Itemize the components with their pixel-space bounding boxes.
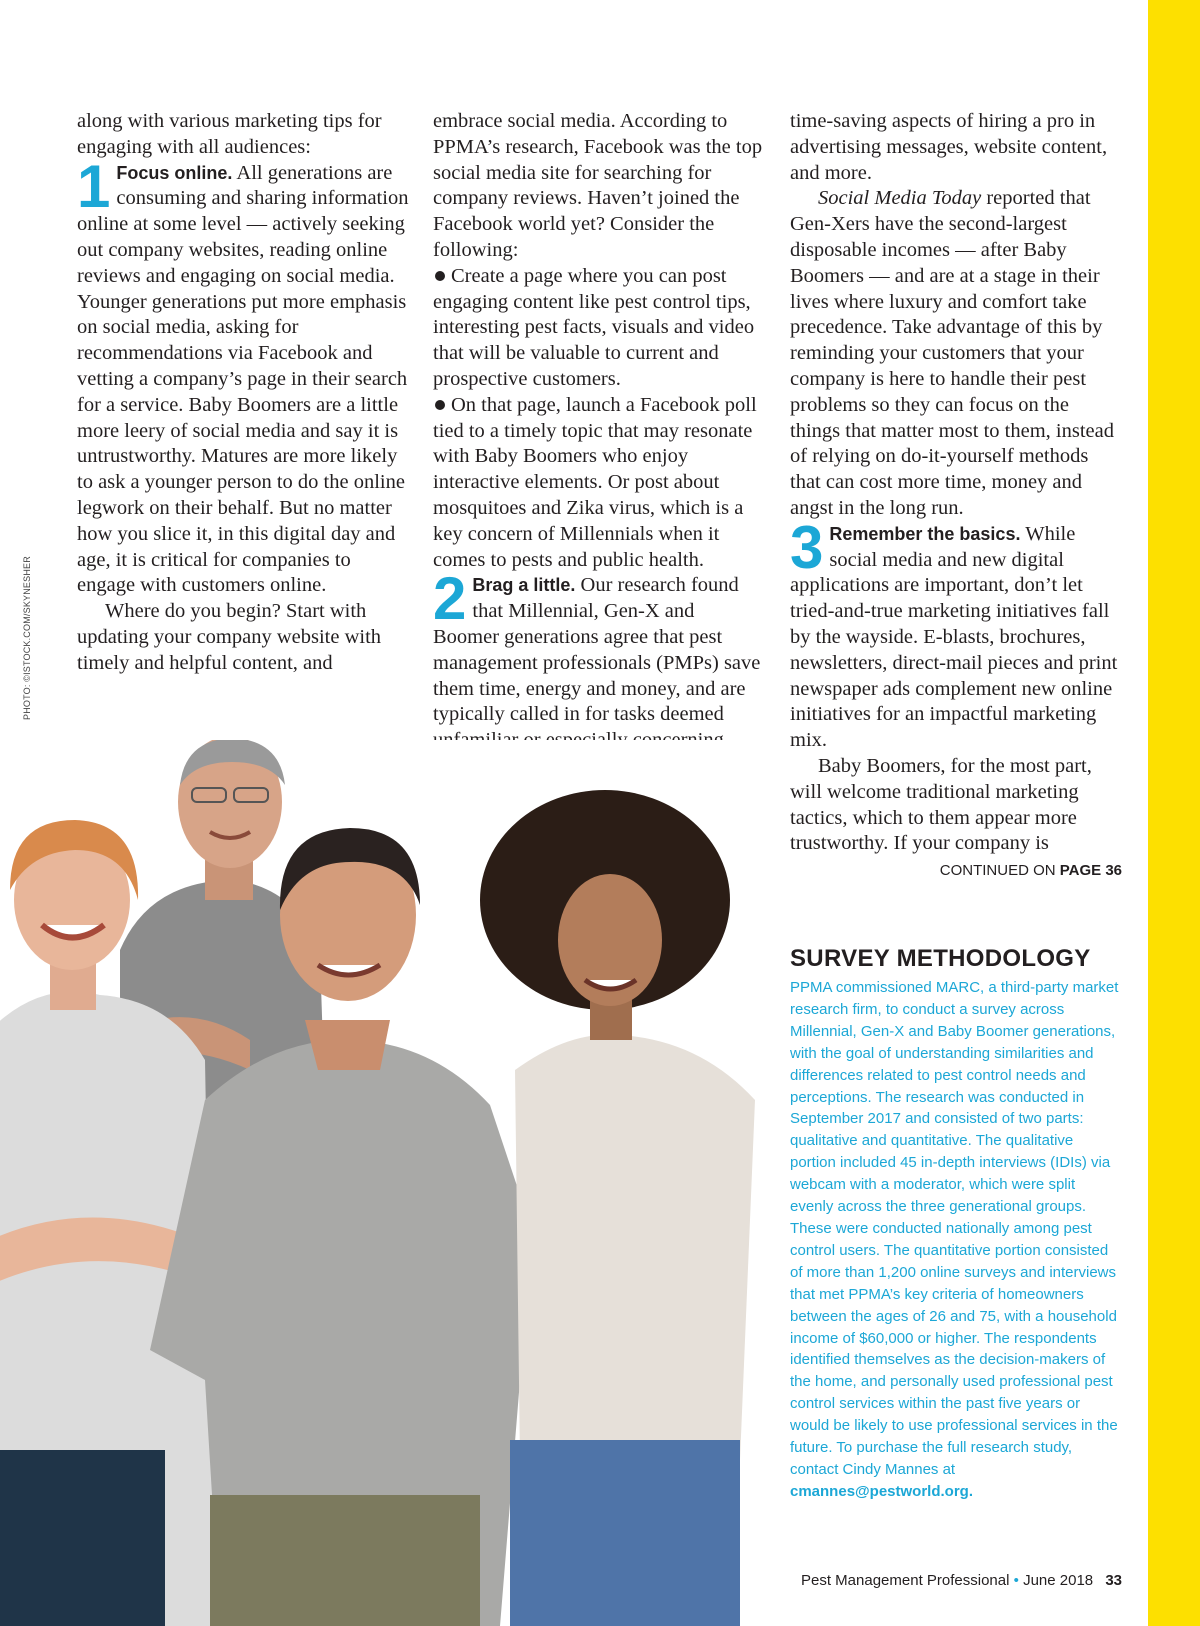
col3-paragraph-2-text: reported that Gen-Xers have the second-largest disposable incomes — after Baby Boomers — and are at a stage in their lives where luxury and comfort take precedence. Take advantage of this by reminding your customers that your company is here to handle their pest problems so they can focus on the things that matter most to them, instead of relying on do-it-yourself methods that can cost more time, money and angst in the long run. xyxy=(790,187,1114,519)
bullet-item-2 xyxy=(433,393,765,574)
survey-body xyxy=(790,977,1122,1503)
article-column-1 xyxy=(77,109,409,677)
continued-on-line xyxy=(790,862,1122,879)
article-column-3 xyxy=(790,109,1122,857)
page-footer xyxy=(790,1572,1122,1589)
col3-paragraph-1: time-saving aspects of hiring a pro in advertising messages, website content, and more. xyxy=(790,110,1108,184)
tip-1-body: All generations are consuming and sharing information online at some level — actively seeking out company websites, reading online reviews and engaging on social media. Younger generations put more emphasis on social media, asking for recommendations via Facebook and vetting a company’s page in their search for a service. Baby Boomers are a little more leery of social media and say it is untrustworthy. Matures are more likely to ask a younger person to do the online legwork on their behalf. But no matter how you slice it, in this digital day and age, it is critical for companies to engage with customers online. xyxy=(77,161,409,597)
continued-prefix: CONTINUED ON xyxy=(939,862,1060,879)
col3-paragraph-4: Baby Boomers, for the most part, will welcome traditional marketing tactics, which to them appear more trustworthy. If your company is xyxy=(790,754,1092,855)
tip-3-body: While social media and new digital applications are important, don’t let tried-and-true marketing initiatives fall by the wayside. E-blasts, brochures, newsletters, direct-mail pieces and print newspaper ads complement new online initiatives for an impactful marketing mix. xyxy=(790,522,1118,752)
col1-paragraph-2: Where do you begin? Start with updating your company website with timely and helpful content, and xyxy=(77,600,382,674)
publication-name: Pest Management Professional xyxy=(801,1572,1010,1589)
tip-2-lead: Brag a little. xyxy=(472,575,576,596)
survey-title: SURVEY METHODOLOGY xyxy=(790,945,1091,972)
col3-paragraph-2 xyxy=(790,186,1122,521)
tip-2-body: Our research found that Millennial, Gen-X and Boomer generations agree that pest management professionals (PMPs) save them time, energy and money, and are typically called in for tasks deemed xyxy=(433,574,761,726)
group-photo xyxy=(0,740,790,1626)
bullet-item-1 xyxy=(433,264,765,393)
young-woman-figure xyxy=(480,790,755,1626)
col2-paragraph-1: embrace social media. According to PPMA’s research, Facebook was the top social media site for searching for company reviews. Haven’t joined the Facebook world yet? Consider the following: xyxy=(433,110,763,261)
bullet-dot-icon xyxy=(435,400,445,410)
yellow-side-bar xyxy=(1148,0,1200,1626)
publication-name-italic: Social Media Today xyxy=(818,187,982,210)
tip-1-paragraph xyxy=(77,152,409,600)
tip-3-paragraph xyxy=(790,513,1122,754)
issue-date: June 2018 xyxy=(1023,1572,1094,1589)
bullet-item-2-text: On that page, launch a Facebook poll tied to a timely topic that may resonate with Baby Boomers who enjoy interactive elements. Or post about mosquitoes and Zika virus, which is a key concern of Millennials when it comes to pests and public health. xyxy=(433,393,757,571)
bullet-dot-icon xyxy=(435,271,445,281)
tip-3-lead: Remember the basics. xyxy=(829,523,1021,544)
intro-paragraph: along with various marketing tips for engaging with all audiences: xyxy=(77,110,382,158)
photo-credit: PHOTO: ©ISTOCK.COM/SKYNESHER xyxy=(22,556,32,720)
tip-number-3: 3 xyxy=(790,513,824,581)
survey-methodology-box xyxy=(790,945,1122,1503)
tip-number-1: 1 xyxy=(77,152,111,220)
article-column-2 xyxy=(433,109,765,806)
survey-body-text: PPMA commissioned MARC, a third-party market research firm, to conduct a survey across Millennial, Gen-X and Baby Boomer generations, with the goal of understanding similarities and differences related to pest control needs and perceptions. The research was conducted in September 2017 and consisted of two parts: qualitative and quantitative. The qualitative portion included 45 in-depth interviews (IDIs) via webcam with a moderator, which were split evenly across the three generational groups. These were conducted nationally among pest control users. The quantitative portion consisted of more than 1,200 online surveys and interviews that met PPMA’s key criteria of homeowners between the ages of 26 and 75, with a household income of $60,000 or higher. The respondents identified themselves as the decision-makers of the home, and personally used professional pest control services within the past five years or would be likely to use professional services in the future. To purchase the full research study, contact Cindy Mannes at xyxy=(790,979,1119,1478)
continued-page: PAGE 36 xyxy=(1059,862,1122,879)
tip-number-2: 2 xyxy=(433,565,467,633)
contact-email-link[interactable]: cmannes@pestworld.org. xyxy=(790,1482,973,1500)
tip-1-lead: Focus online. xyxy=(116,162,233,183)
page-number: 33 xyxy=(1105,1572,1122,1589)
footer-separator: • xyxy=(1013,1572,1019,1589)
bullet-item-1-text: Create a page where you can post engaging content like pest control tips, interesting pest facts, visuals and video that will be valuable to current and prospective customers. xyxy=(433,264,755,390)
